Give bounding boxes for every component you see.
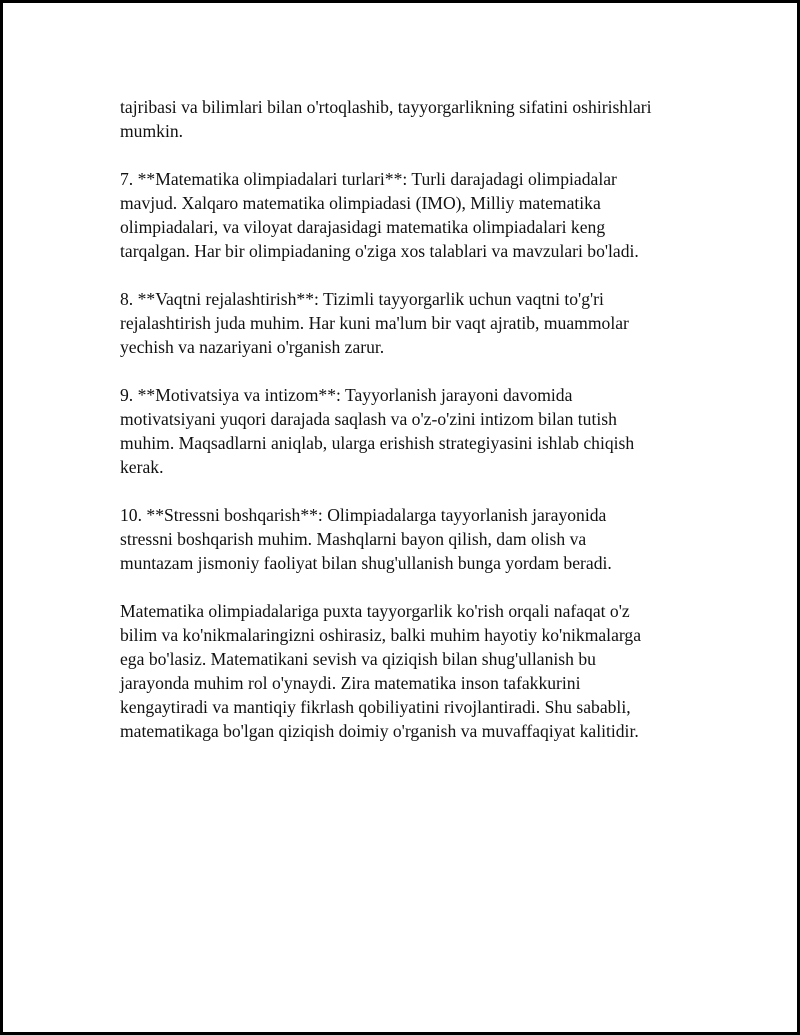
text-line: Matematika olimpiadalariga puxta tayyorgarlik ko'rish orqali nafaqat o'z [120,601,630,621]
text-line: mumkin. [120,121,184,141]
text-line: jarayonda muhim rol o'ynaydi. Zira matematika inson tafakkurini [120,673,581,693]
text-line: muhim. Maqsadlarni aniqlab, ularga erishish strategiyasini ishlab chiqish [120,433,635,453]
text-line: 7. **Matematika olimpiadalari turlari**: Turli darajadagi olimpiadalar [120,169,617,189]
paragraph-item-8 [120,287,690,359]
text-line: rejalashtirish juda muhim. Har kuni ma'lum bir vaqt ajratib, muammolar [120,313,629,333]
text-line: stressni boshqarish muhim. Mashqlarni bayon qilish, dam olish va [120,529,587,549]
text-line: ega bo'lasiz. Matematikani sevish va qiziqish bilan shug'ullanish bu [120,649,596,669]
text-line: olimpiadalari, va viloyat darajasidagi matematika olimpiadalari keng [120,217,606,237]
text-line: muntazam jismoniy faoliyat bilan shug'ullanish bunga yordam beradi. [120,553,612,573]
text-line: 9. **Motivatsiya va intizom**: Tayyorlanish jarayoni davomida [120,385,573,405]
paragraph-item-7 [120,167,690,263]
text-line: kengaytiradi va mantiqiy fikrlash qobiliyatini rivojlantiradi. Shu sababli, [120,697,631,717]
paragraph-item-10 [120,503,690,575]
text-line: tarqalgan. Har bir olimpiadaning o'ziga xos talablari va mavzulari bo'ladi. [120,241,639,261]
text-line: kerak. [120,457,164,477]
document-body [120,95,690,767]
paragraph-conclusion [120,599,690,743]
text-line: mavjud. Xalqaro matematika olimpiadasi (IMO), Milliy matematika [120,193,601,213]
text-line: motivatsiyani yuqori darajada saqlash va o'z-o'zini intizom bilan tutish [120,409,617,429]
text-line: yechish va nazariyani o'rganish zarur. [120,337,385,357]
paragraph-item-9 [120,383,690,479]
text-line: bilim va ko'nikmalaringizni oshirasiz, balki muhim hayotiy ko'nikmalarga [120,625,642,645]
text-line: tajribasi va bilimlari bilan o'rtoqlashib, tayyorgarlikning sifatini oshirishlari [120,97,652,117]
text-line: 10. **Stressni boshqarish**: Olimpiadalarga tayyorlanish jarayonida [120,505,607,525]
text-line: matematikaga bo'lgan qiziqish doimiy o'rganish va muvaffaqiyat kalitidir. [120,721,639,741]
text-line: 8. **Vaqtni rejalashtirish**: Tizimli tayyorgarlik uchun vaqtni to'g'ri [120,289,604,309]
paragraph-continuation [120,95,690,143]
